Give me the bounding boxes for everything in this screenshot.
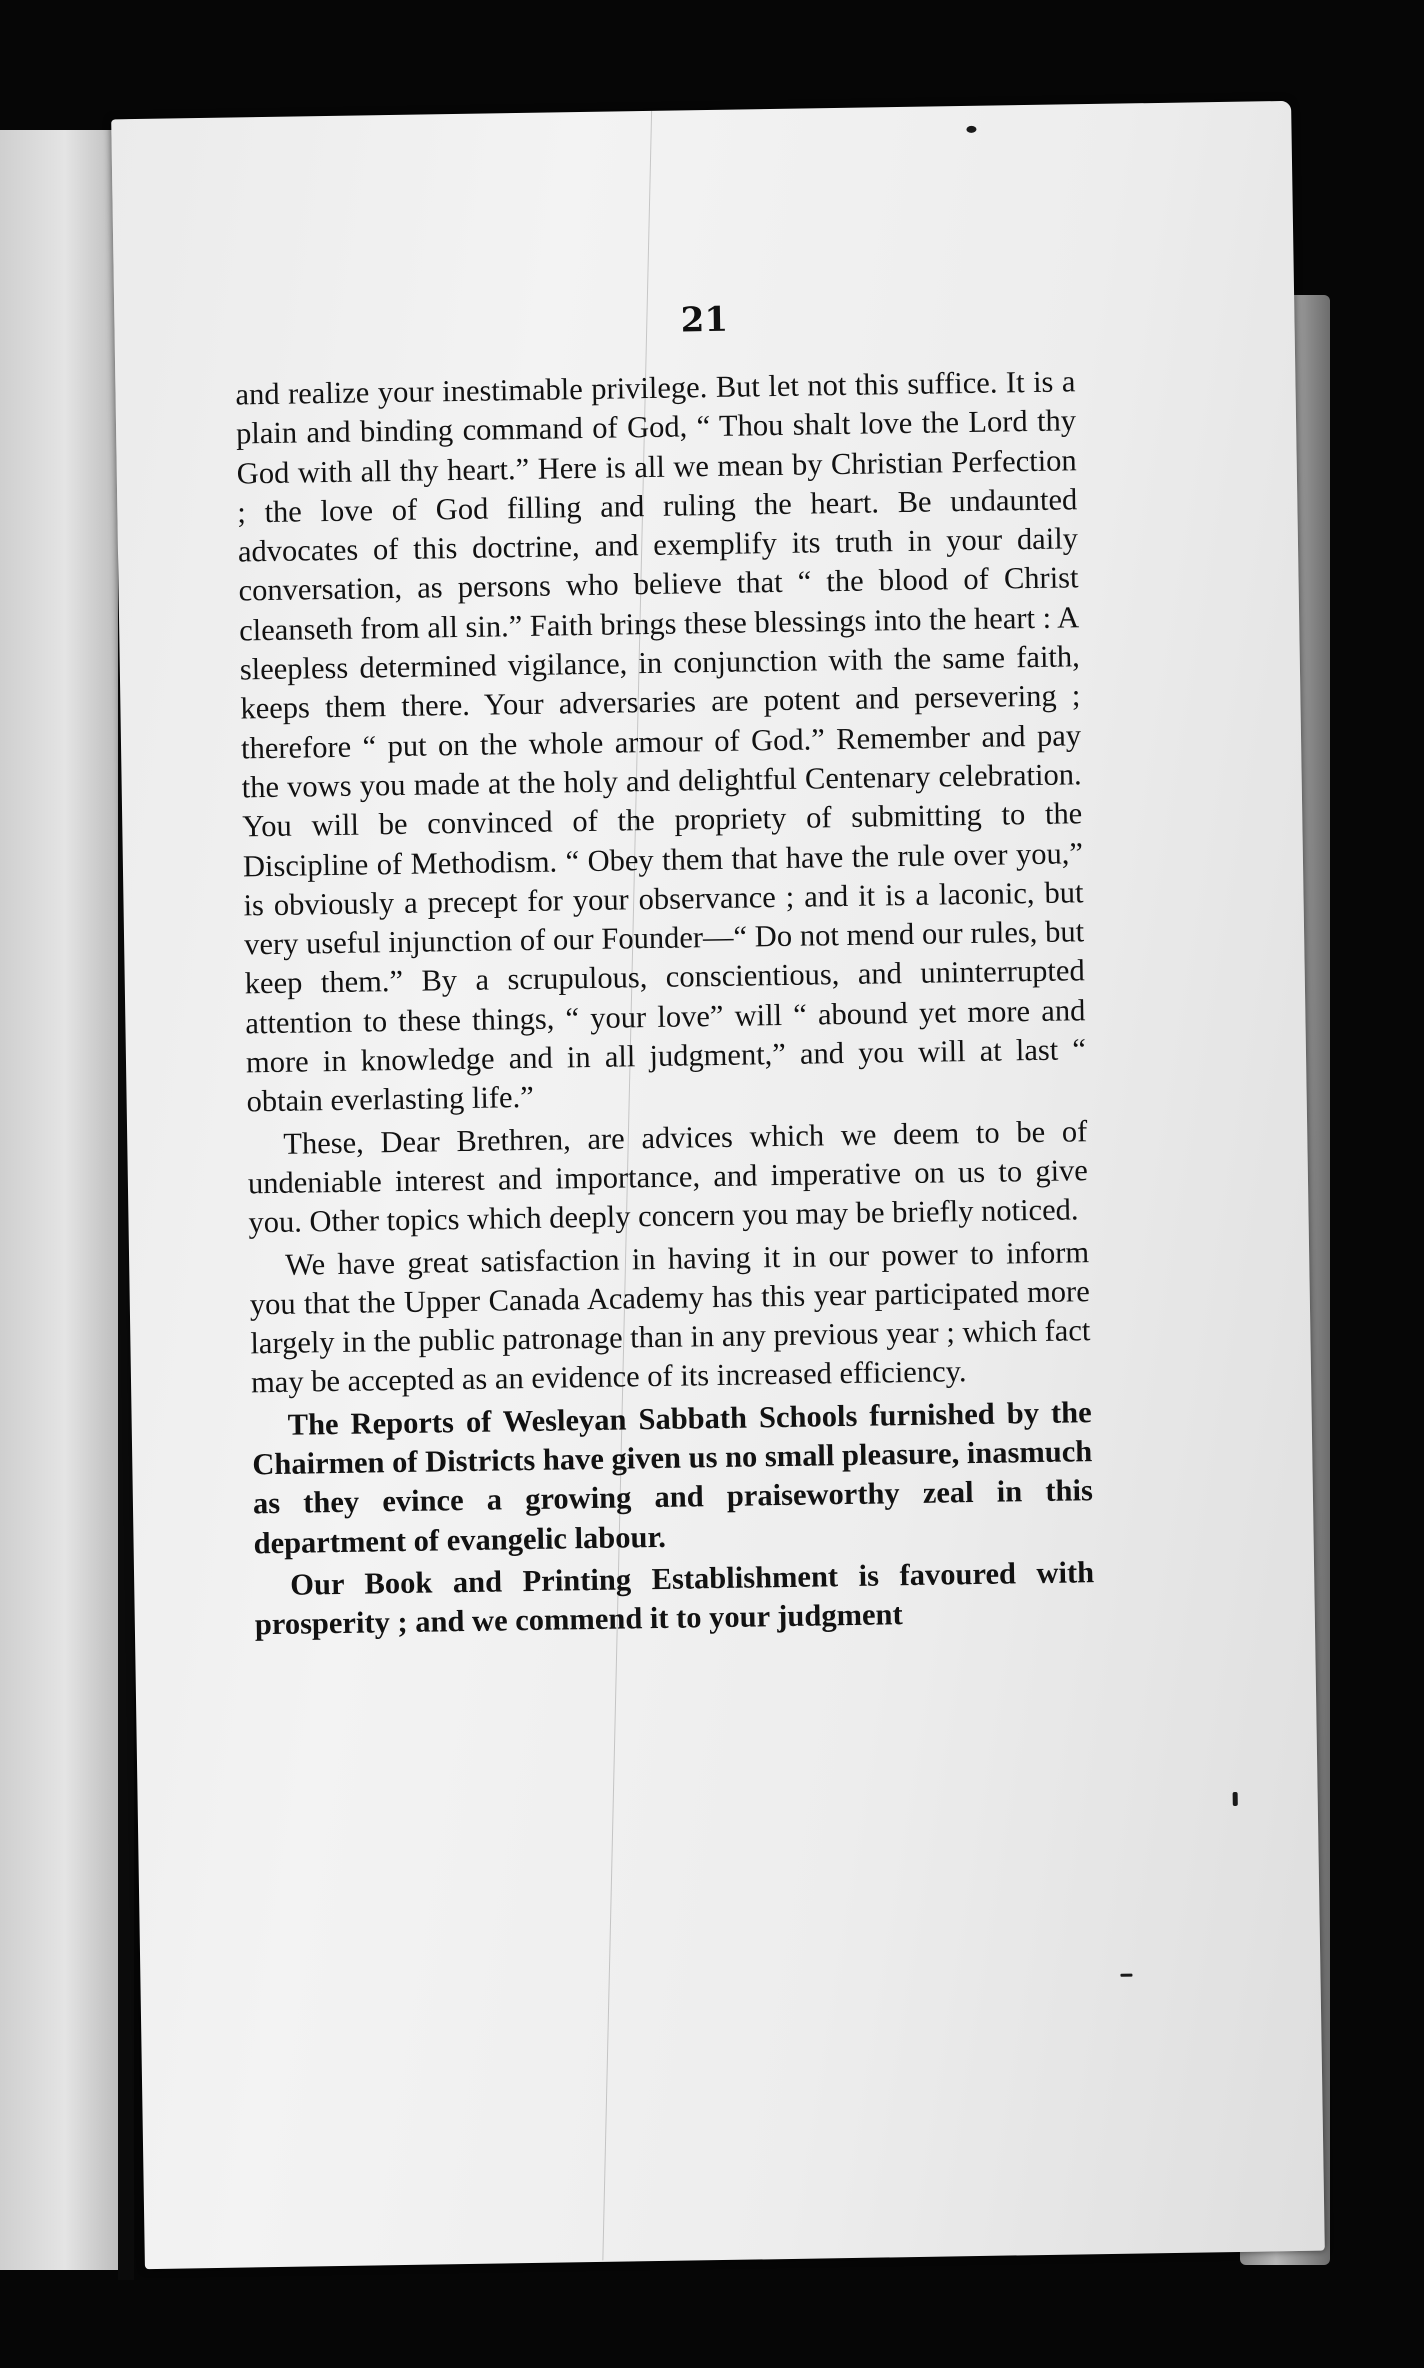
paragraph-continued: and realize your inestimable privilege. But let not this suffice. It is a plain and binding command of God, “ Thou shalt love the Lord thy God with all thy heart.” Here is all we mean by Christian Perfection ; the love of God filling and ruling the heart. Be undaunted advocates of this doctrine, and exemplify its truth in your daily conversation, as persons who believe that “ the blood of Christ cleanseth from all sin.” Faith brings these blessings into the heart : A sleepless determined vigilance, in conjunction with the same faith, keeps them there. Your adversaries are potent and persevering ; therefore “ put on the whole armour of God.” Remember and pay the vows you made at the holy and delightful Centenary celebration. You will be convinced of the propriety of submitting to the Discipline of Methodism. “ Obey them that have the rule over you,” is obviously a precept for your observance ; and it is a laconic, but very useful injunction of our Founder—“ Do not mend our rules, but keep them.” By a scrupulous, conscientious, and uninterrupted attention to these things, “ your love” will “ abound yet more and more in knowledge and in all judgment,” and you will at last “ obtain everlasting life.” [235, 364, 1087, 1119]
page-number: 21 [680, 299, 729, 341]
ink-speck [966, 126, 976, 133]
page-body [235, 362, 1095, 1645]
paragraph-sabbath-schools: The Reports of Wesleyan Sabbath Schools furnished by the Chairmen of Districts have given us no small pleasure, inasmuch as they evince a growing and praiseworthy zeal in this department of evangelic labour. [252, 1394, 1094, 1560]
book-page [111, 101, 1325, 2269]
left-page-edge [0, 130, 124, 2270]
ink-speck [1233, 1792, 1238, 1806]
ink-speck [1120, 1974, 1132, 1977]
paragraph-academy: We have great satisfaction in having it in our power to inform you that the Upper Canada Academy has this year participated more largely in the public patronage than in any previous year ; which fact may be accepted as an evidence of its increased efficiency. [249, 1234, 1091, 1400]
paragraph-book-establishment: Our Book and Printing Establishment is favoured with prosperity ; and we commend it to your judgment [254, 1555, 1095, 1642]
paragraph-brethren: These, Dear Brethren, are advices which we deem to be of undeniable interest and importance, and imperative on us to give you. Other topics which deeply concern you may be briefly noticed. [247, 1113, 1089, 1240]
